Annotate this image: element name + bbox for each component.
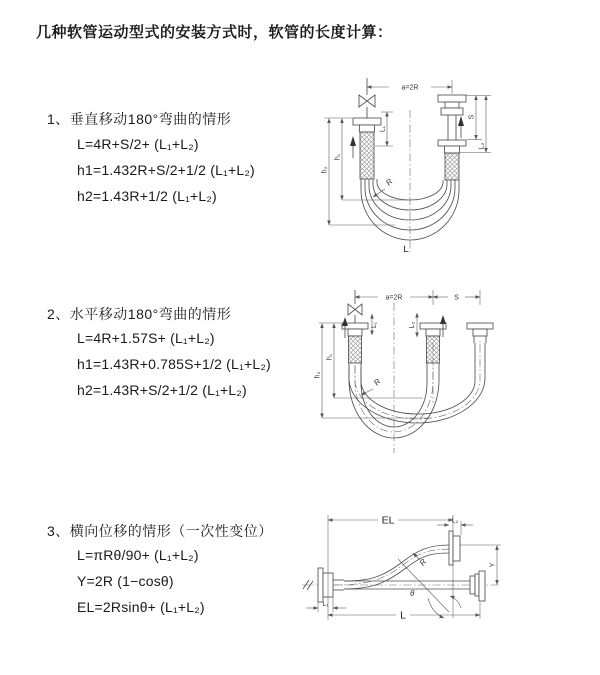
diagram-lateral-displacement [298, 503, 598, 663]
dim-a2r [367, 80, 452, 94]
dim-label-h1: h₁ [326, 353, 334, 361]
dim-a2r-s [355, 290, 480, 305]
section2-heading: 2、水平移动180°弯曲的情形 [47, 306, 232, 322]
valve-icon [359, 95, 367, 107]
dim-l1 [306, 597, 346, 612]
braided-hose-section [360, 132, 374, 179]
dim-label-h2: h₂ [321, 166, 329, 174]
dim-h1-h2 [315, 323, 431, 418]
dim-label-l2: L₂ [451, 517, 459, 525]
angle-label: θ [410, 589, 415, 598]
movement-up-arrow [342, 317, 348, 326]
section1-formula-h2: h2=1.43R+1/2 (L₁+L₂) [77, 188, 217, 204]
dim-label-l2: L₂ [409, 321, 416, 329]
section3-formula-Y: Y=2R (1−cosθ) [77, 573, 174, 589]
section3-formula-L: L=πRθ/90+ (L₁+L₂) [77, 547, 199, 563]
dim-label-l1: L₁ [379, 125, 387, 133]
radius-label: R [417, 557, 429, 568]
radius-annotation [413, 553, 429, 567]
dim-l2 [409, 313, 417, 337]
dim-l1 [375, 112, 393, 146]
movement-up-arrow [440, 315, 446, 324]
section2-formula-L: L=4R+1.57S+ (L₁+L₂) [77, 330, 215, 346]
radius-label: R [372, 377, 383, 388]
u-bend-hoses [349, 341, 485, 438]
right-flange-assembly [470, 571, 485, 601]
radius-label: R [384, 177, 395, 188]
dim-label-l2: L₂ [478, 142, 486, 150]
section1-formula-L: L=4R+S/2+ (L₁+L₂) [77, 136, 199, 152]
angle-construction [398, 559, 461, 618]
dim-label-y: Y [489, 562, 497, 568]
braided-hose-section [445, 153, 459, 180]
valve-icon [348, 304, 355, 315]
braided-hose-section [427, 336, 440, 363]
section2-formula-h1: h1=1.43R+0.785S+1/2 (L₁+L₂) [77, 356, 271, 372]
dim-label-a2r: a=2R [401, 84, 419, 92]
radius-annotation [373, 177, 395, 197]
dim-label-el: EL [381, 514, 395, 527]
diagram-horizontal-180-bend [315, 285, 590, 460]
right-pipe-assembly [467, 323, 493, 343]
top-flange-assembly [449, 531, 460, 565]
dim-l1 [371, 314, 378, 335]
left-pipe-assembly [350, 78, 381, 179]
section1-heading: 1、垂直移动180°弯曲的情形 [47, 111, 232, 127]
movement-up-arrow [350, 136, 356, 146]
diagram-vertical-180-bend [315, 72, 585, 257]
dim-label-l1: L₁ [322, 601, 329, 608]
dim-label-h1: h₁ [334, 153, 342, 161]
dim-label-h2: h₂ [314, 371, 322, 379]
s-curve-hose [334, 545, 453, 589]
braided-hose-section [349, 336, 362, 363]
length-label: L [403, 244, 409, 255]
dim-label-s: S [468, 114, 476, 120]
dim-l [328, 602, 480, 622]
dim-el [328, 515, 453, 621]
dim-label-l: L [400, 609, 406, 622]
section3-heading: 3、横向位移的情形（一次性变位） [47, 523, 273, 539]
section1-formula-h1: h1=1.432R+S/2+1/2 (L₁+L₂) [77, 162, 255, 178]
dim-label-a2r: a=2R [385, 294, 403, 302]
dim-label-s: S [454, 294, 459, 302]
right-pipe-assembly [438, 95, 466, 180]
dim-label-l1: L₁ [371, 321, 378, 329]
left-pipe-assembly [342, 290, 368, 363]
movement-up-arrow [458, 116, 464, 126]
section2-formula-h2: h2=1.43R+S/2+1/2 (L₁+L₂) [77, 382, 247, 398]
middle-pipe-assembly [420, 315, 446, 363]
page-title: 几种软管运动型式的安装方式时，软管的长度计算： [36, 24, 393, 41]
section3-formula-EL: EL=2Rsinθ+ (L₁+L₂) [77, 599, 205, 615]
